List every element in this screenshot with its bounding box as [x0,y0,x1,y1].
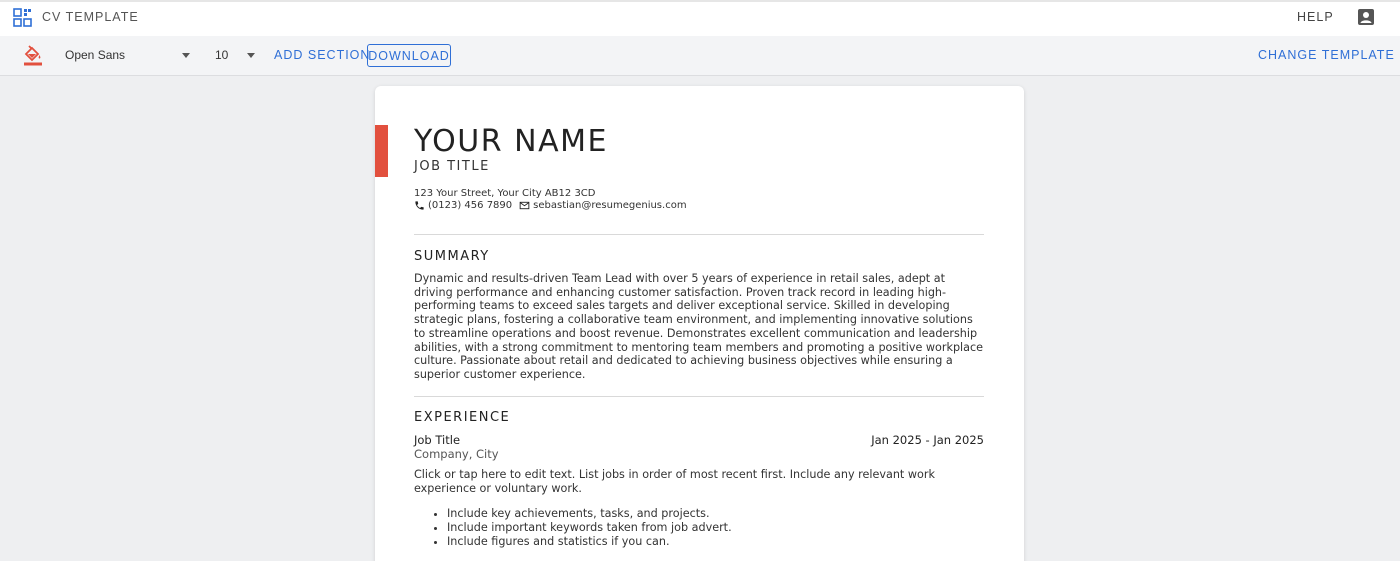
add-section-button[interactable]: ADD SECTION [274,48,371,62]
summary-text[interactable]: Dynamic and results-driven Team Lead with over 5 years of experience in retail sales, adept at driving performance and enhancing customer satisfaction. Proven track record in leading high-performing teams to exceed sales targets and deliver exceptional service. Skilled in developing strategic plans, fostering a collaborative team environment, and implementing innovative solutions to streamline operations and boost revenue. Demonstrates excellent communication and leadership abilities, with a strong commitment to mentoring team members and promoting a positive workplace culture. Passionate about retail and dedicated to achieving business objectives while ensuring a superior customer experience. [414,272,984,381]
resume-job-title[interactable]: JOB TITLE [414,159,490,174]
resume-page[interactable] [375,86,1024,561]
resume-name[interactable]: YOUR NAME [414,124,608,159]
change-template-button[interactable]: CHANGE TEMPLATE [1258,48,1395,62]
chevron-down-icon [182,53,190,58]
experience-heading[interactable]: EXPERIENCE [414,410,511,425]
font-family-select[interactable] [65,48,190,66]
download-button[interactable]: DOWNLOAD [367,44,451,67]
phone-contact[interactable] [414,200,512,211]
help-link[interactable]: HELP [1297,10,1334,24]
experience-dates[interactable]: Jan 2025 - Jan 2025 [871,433,984,447]
paint-bucket-icon[interactable] [23,45,43,67]
list-item[interactable]: • Include key achievements, tasks, and projects. [447,507,732,521]
font-size-select[interactable] [215,48,255,66]
app-title: CV TEMPLATE [42,10,139,24]
font-family-value: Open Sans [65,48,126,62]
account-icon[interactable] [1357,8,1375,26]
grid-icon[interactable] [13,8,33,28]
contact-row [414,200,694,211]
list-item[interactable]: • Include figures and statistics if you can. [447,535,732,549]
experience-job-row [414,433,984,447]
font-size-value: 10 [215,48,229,62]
phone-text: (0123) 456 7890 [428,200,513,211]
chevron-down-icon [247,53,255,58]
resume-address[interactable]: 123 Your Street, Your City AB12 3CD [414,188,596,199]
accent-bar [375,125,388,177]
experience-job-title[interactable]: Job Title [414,433,461,447]
mail-icon [519,200,530,211]
divider [414,234,984,235]
app-bar [0,0,1400,36]
divider [414,396,984,397]
list-item[interactable]: • Include important keywords taken from job advert. [447,521,732,535]
editor-toolbar [0,36,1400,76]
summary-heading[interactable]: SUMMARY [414,249,490,264]
email-text: sebastian@resumegenius.com [533,200,687,211]
phone-icon [414,200,425,211]
experience-description[interactable]: Click or tap here to edit text. List jobs in order of most recent first. Include any relevant work experience or voluntary work. [414,468,935,495]
experience-bullets [447,507,732,549]
email-contact[interactable] [519,200,686,211]
experience-company[interactable]: Company, City [414,447,499,461]
